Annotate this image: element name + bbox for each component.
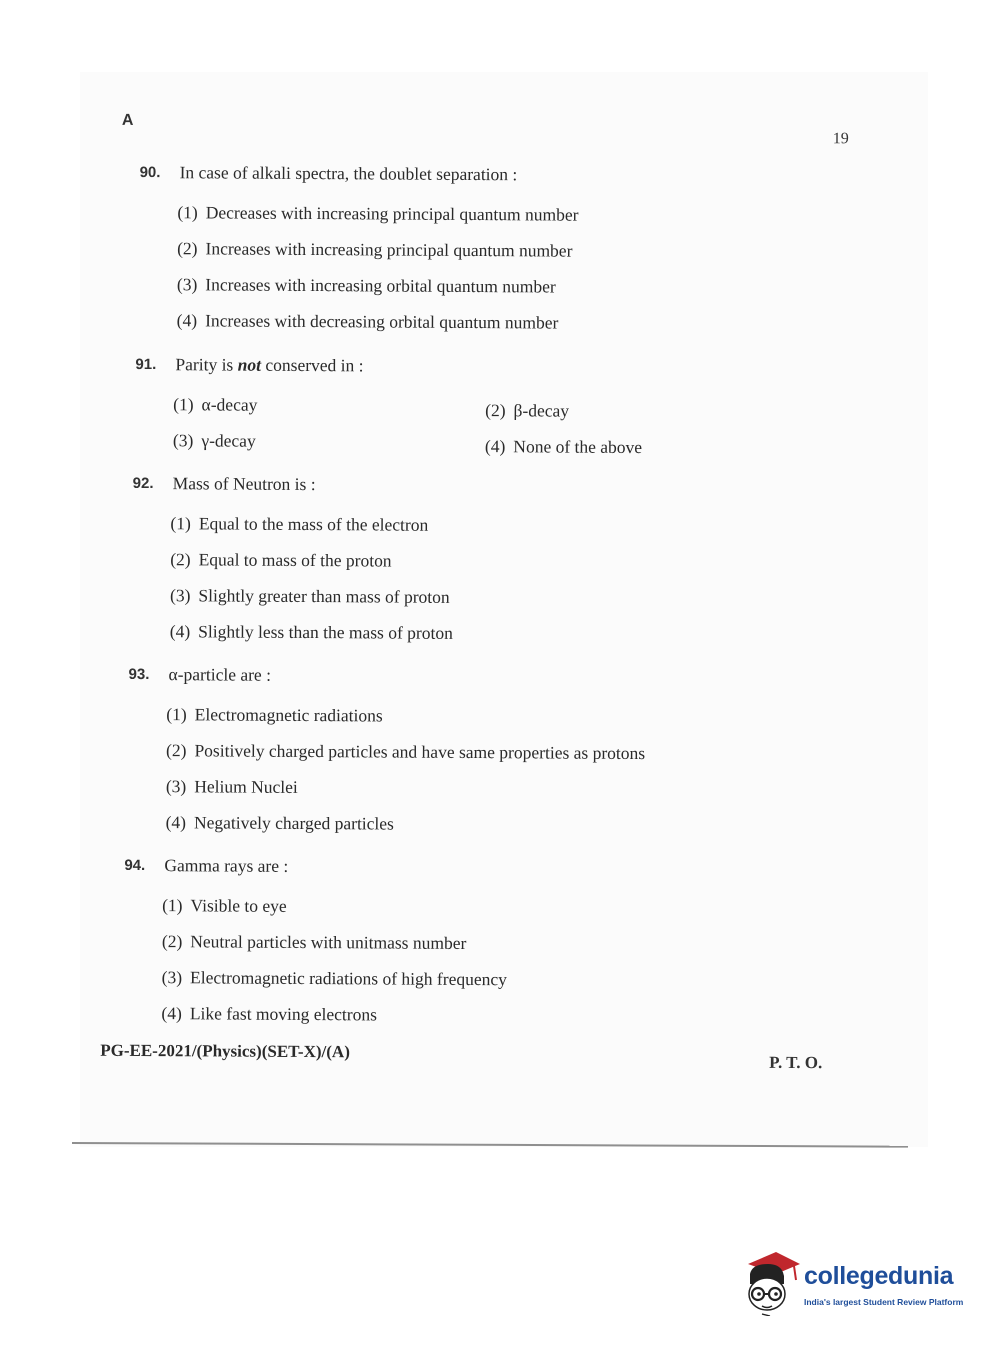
option-4	[485, 434, 642, 471]
option-text: Neutral particles with unitmass number	[190, 931, 467, 953]
option-number: (1)	[173, 394, 194, 415]
question-text	[175, 354, 363, 376]
option-number: (1)	[177, 202, 198, 223]
question-text: α-particle are :	[168, 664, 272, 685]
option-4	[170, 619, 453, 657]
option-number: (4)	[161, 1003, 182, 1024]
option-4	[165, 810, 644, 849]
option-text: Slightly less than the mass of proton	[198, 621, 453, 643]
question-text: Gamma rays are :	[164, 855, 289, 876]
option-2	[177, 236, 578, 274]
option-number: (2)	[485, 400, 506, 421]
question-93	[128, 666, 646, 837]
option-number: (3)	[161, 967, 183, 988]
option-text: Decreases with increasing principal quantum number	[205, 202, 579, 225]
option-number: (3)	[165, 776, 187, 797]
option-4	[177, 308, 578, 346]
question-number: 94.	[124, 856, 146, 875]
option-text: Increases with increasing principal quantum number	[205, 238, 573, 261]
option-1	[173, 392, 257, 429]
option-3	[162, 965, 507, 1003]
option-number: (4)	[484, 436, 506, 457]
option-text: Positively charged particles and have same properties as protons	[194, 740, 646, 764]
option-text: None of the above	[513, 436, 643, 458]
page-number: 19	[832, 130, 849, 148]
option-text: Electromagnetic radiations of high frequency	[190, 967, 507, 990]
option-1	[177, 200, 578, 238]
question-92	[132, 475, 454, 645]
brand-tagline: India's largest Student Review Platform	[804, 1297, 964, 1307]
option-text: Increases with decreasing orbital quantum number	[205, 310, 559, 333]
option-text: Like fast moving electrons	[189, 1003, 378, 1025]
option-text: Electromagnetic radiations	[194, 704, 383, 726]
option-number: (3)	[172, 430, 194, 451]
question-text-part: conserved in :	[260, 354, 364, 376]
option-number: (2)	[170, 549, 191, 570]
option-number: (4)	[165, 812, 187, 833]
question-90	[139, 164, 579, 335]
question-number: 90.	[139, 163, 161, 182]
question-number: 92.	[132, 474, 154, 493]
option-2	[166, 738, 645, 777]
option-text: β-decay	[513, 400, 570, 421]
option-2	[162, 929, 507, 967]
paper-code: PG-EE-2021/(Physics)(SET-X)/(A)	[100, 1040, 350, 1062]
option-3	[177, 272, 578, 310]
page-turn-over: P. T. O.	[769, 1052, 823, 1073]
option-text: Equal to mass of the proton	[198, 549, 392, 571]
question-text-part: Parity is	[175, 354, 238, 375]
option-text: Visible to eye	[190, 895, 287, 916]
option-text: Equal to the mass of the electron	[198, 513, 429, 535]
option-number: (4)	[176, 310, 198, 331]
question-number: 93.	[128, 665, 150, 684]
question-text: In case of alkali spectra, the doublet separation :	[179, 162, 518, 185]
question-text-emphasis: not	[237, 354, 262, 375]
option-1	[170, 511, 453, 549]
option-number: (1)	[170, 513, 191, 534]
option-1	[166, 702, 645, 741]
collegedunia-watermark	[742, 1250, 972, 1320]
option-number: (2)	[161, 931, 183, 952]
option-text: Negatively charged particles	[193, 812, 394, 834]
option-number: (2)	[166, 740, 187, 761]
mascot-logo-icon	[742, 1250, 802, 1316]
question-94	[123, 857, 507, 1027]
option-number: (3)	[169, 585, 191, 606]
option-text: Increases with increasing orbital quantum number	[205, 274, 556, 297]
option-number: (1)	[162, 895, 183, 916]
question-text: Mass of Neutron is :	[172, 473, 316, 495]
brand-name: collegedunia	[804, 1262, 954, 1290]
question-number: 91.	[135, 355, 157, 374]
option-text: α-decay	[201, 394, 258, 415]
option-number: (3)	[176, 274, 198, 295]
question-91	[135, 356, 736, 456]
option-2	[485, 398, 569, 435]
option-text: γ-decay	[201, 430, 256, 451]
option-number: (1)	[166, 704, 187, 725]
option-1	[162, 893, 507, 931]
option-2	[170, 547, 453, 585]
option-number: (2)	[177, 238, 198, 259]
set-letter: A	[121, 111, 134, 129]
option-text: Helium Nuclei	[194, 776, 298, 797]
option-3	[170, 583, 453, 621]
option-text: Slightly greater than mass of proton	[198, 585, 450, 607]
option-3	[173, 428, 256, 465]
option-number: (4)	[169, 621, 191, 642]
option-3	[166, 774, 645, 813]
option-4	[161, 1001, 506, 1039]
